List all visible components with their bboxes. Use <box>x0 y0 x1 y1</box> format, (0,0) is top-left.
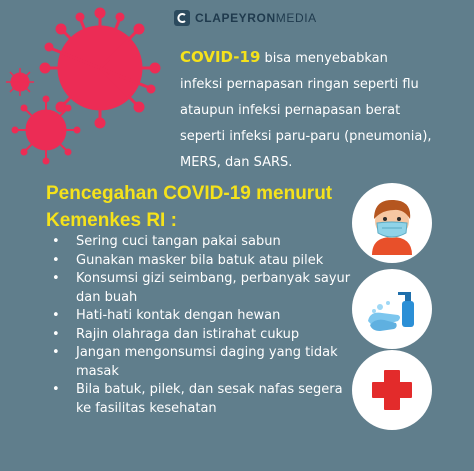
virus-tiny-icon <box>6 68 34 96</box>
handwash-icon <box>360 277 424 341</box>
virus-large-icon <box>40 8 160 128</box>
intro-line-1: COVID-19 bisa menyebabkan <box>180 48 388 66</box>
intro-line-4: seperti infeksi paru-paru (pneumonia), <box>180 129 432 144</box>
list-item: • Jangan mengonsumsi daging yang tidak masak <box>52 345 338 379</box>
prevention-heading: Pencegahan COVID-19 menurut Kemenkes RI : <box>46 183 333 231</box>
intro-line-5: MERS, dan SARS. <box>180 155 293 170</box>
covid-intro-text <box>180 44 470 176</box>
masked-person-circle <box>352 183 432 263</box>
brand-name: CLAPEYRONMEDIA <box>195 11 317 25</box>
brand-logo <box>174 9 317 27</box>
medical-circle <box>352 350 432 430</box>
list-item: • Rajin olahraga dan istirahat cukup <box>52 326 300 342</box>
masked-person-icon <box>360 191 424 255</box>
list-item: • Konsumsi gizi seimbang, perbanyak sayur dan buah <box>52 271 351 305</box>
list-item: • Sering cuci tangan pakai sabun <box>52 234 281 249</box>
list-item: • Gunakan masker bila batuk atau pilek <box>52 252 324 268</box>
intro-line-3: ataupun infeksi pernapasan berat <box>180 103 401 118</box>
intro-line-2: infeksi pernapasan ringan seperti flu <box>180 77 419 92</box>
prevention-list <box>52 233 352 418</box>
virus-illustration <box>0 0 200 185</box>
clapeyron-logo-icon <box>174 10 190 26</box>
list-item: • Hati-hati kontak dengan hewan <box>52 308 281 323</box>
virus-small-icon <box>12 96 80 164</box>
covid-highlight: COVID-19 <box>180 48 261 66</box>
list-item: • Bila batuk, pilek, dan sesak nafas segera ke fasilitas kesehatan <box>52 382 343 416</box>
medical-cross-icon <box>370 368 414 412</box>
handwash-circle <box>352 269 432 349</box>
